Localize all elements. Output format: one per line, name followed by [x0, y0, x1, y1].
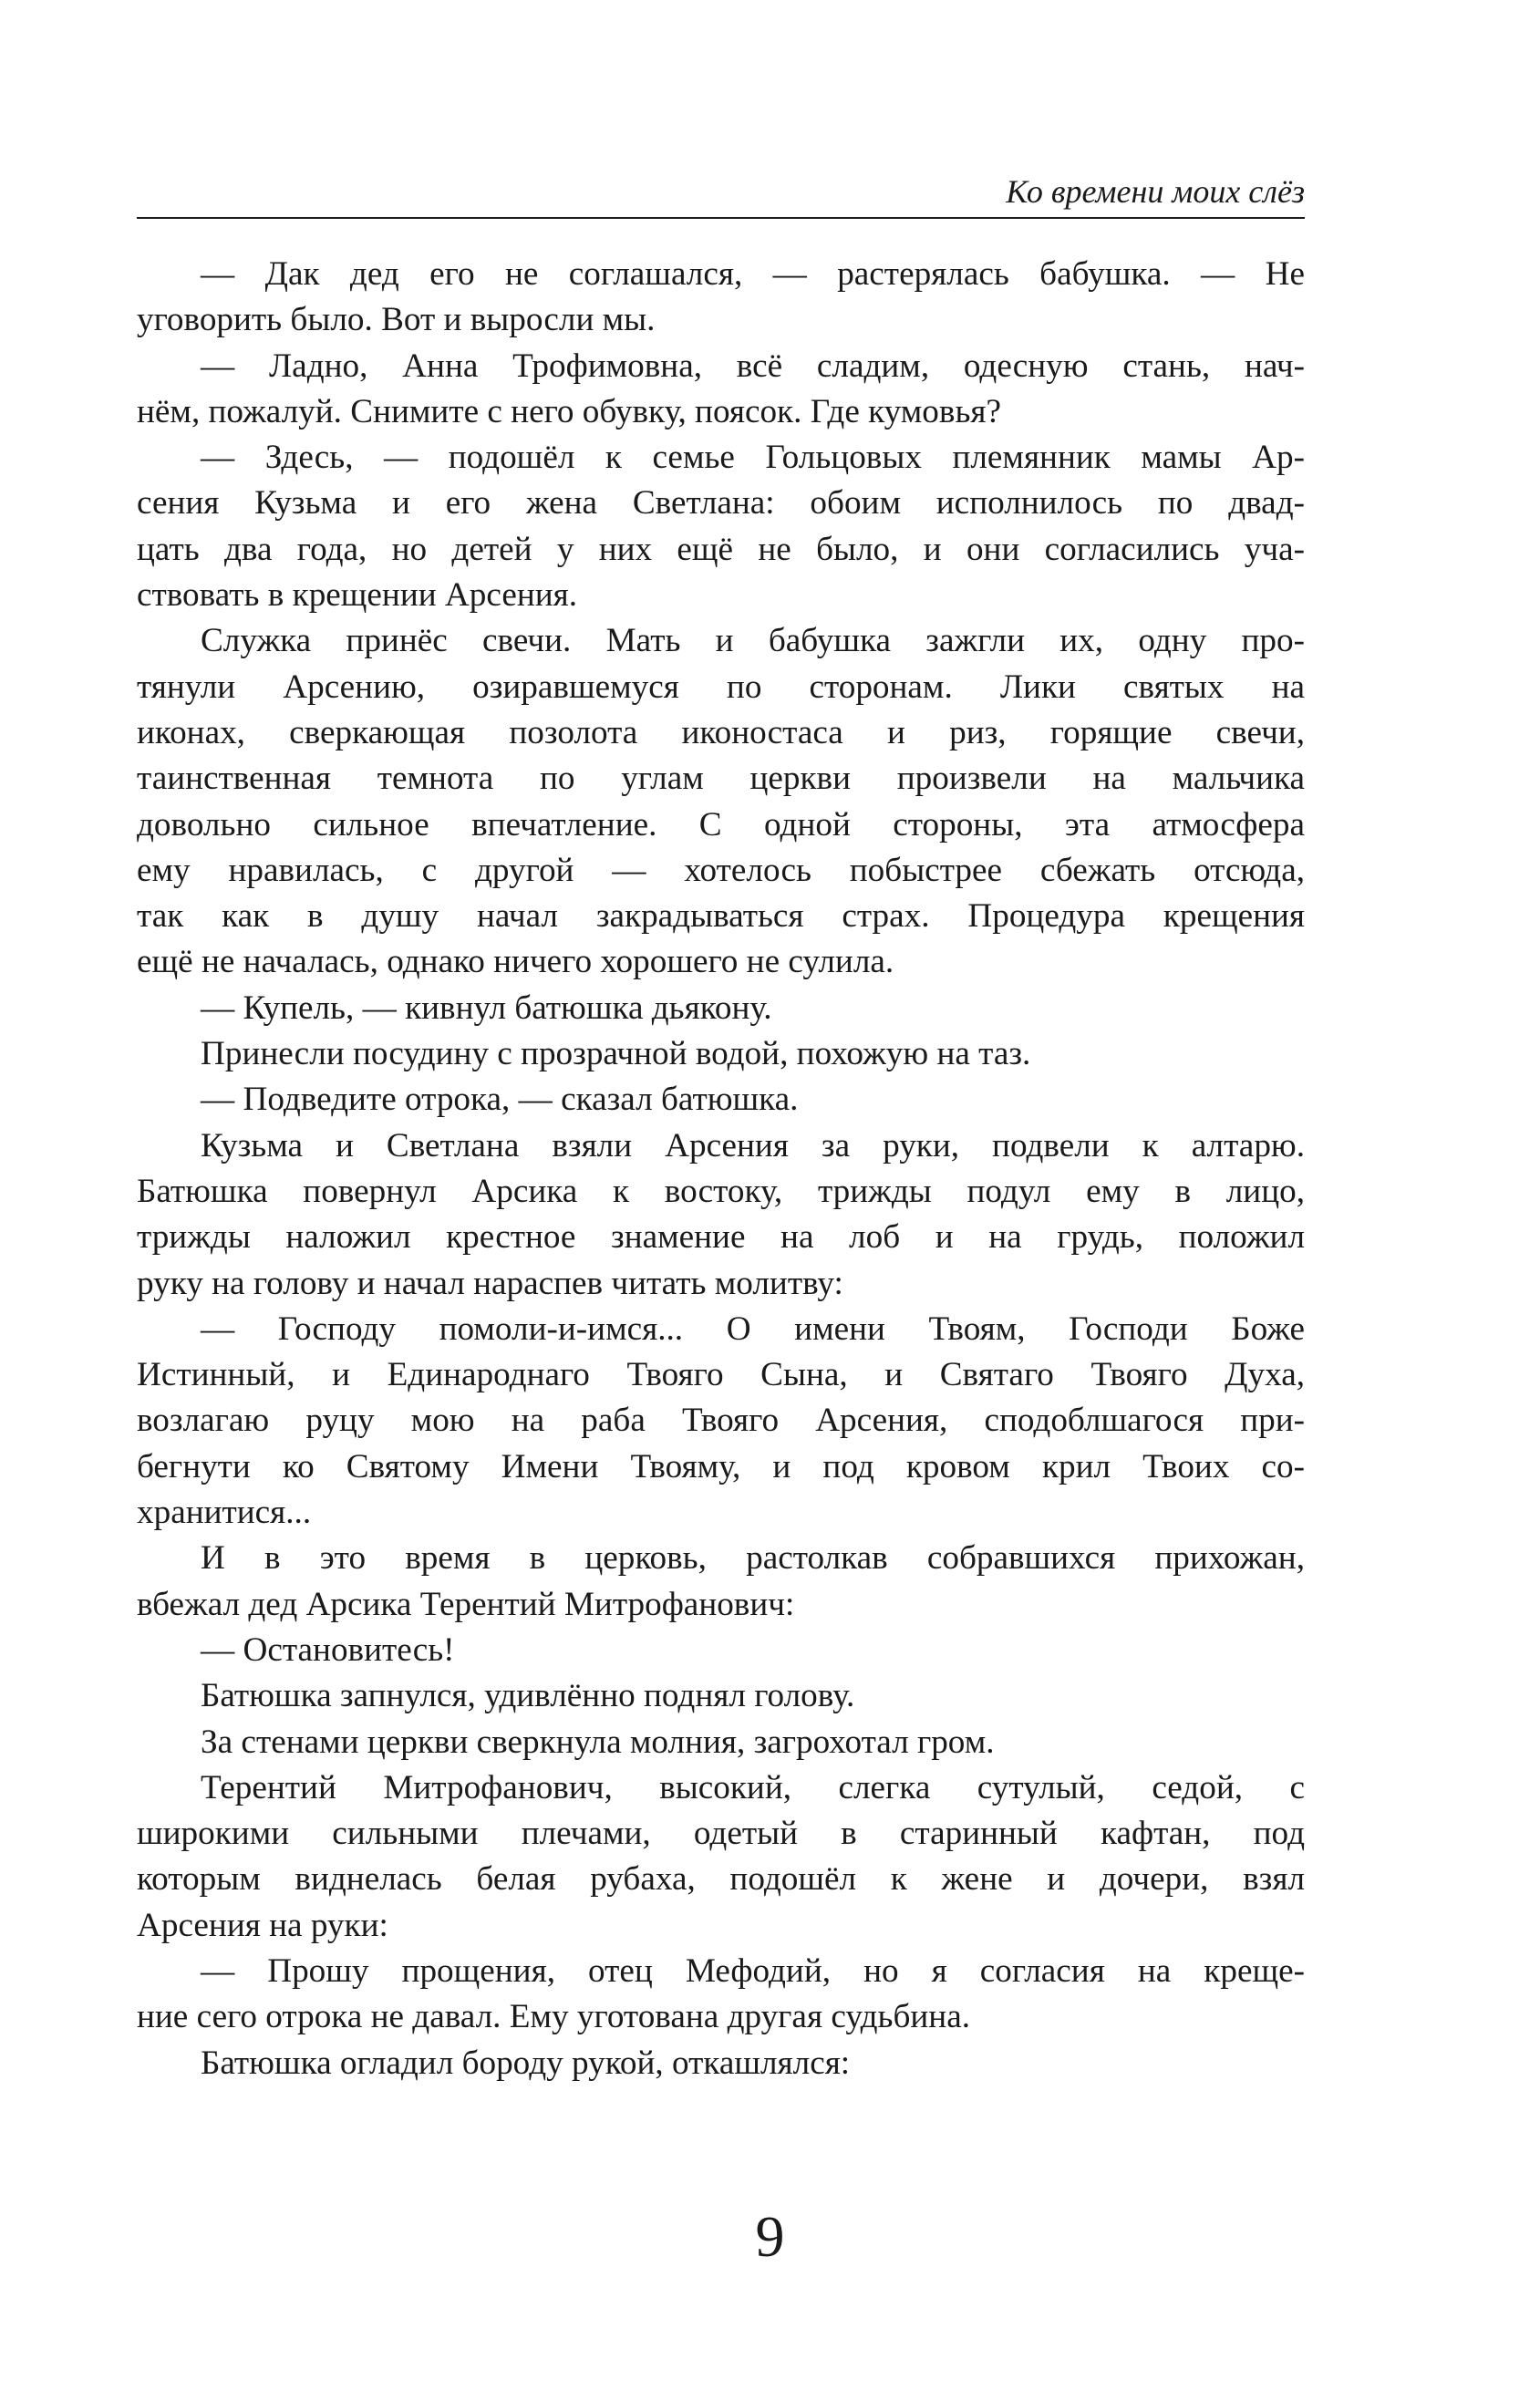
text-line: — Ладно, Анна Трофимовна, всё сладим, одесную стань, нач- [201, 347, 1305, 385]
text-line: — Подведите отрока, — сказал батюшка. [201, 1081, 799, 1119]
text-line: — Купель, — кивнул батюшка дьякону. [201, 988, 772, 1027]
text-line: возлагаю руцу мою на раба Твояго Арсения, сподоблшагося при- [137, 1402, 1305, 1440]
text-line: Служка принёс свечи. Мать и бабушка зажгли их, одну про- [201, 622, 1305, 660]
text-line: довольно сильное впечатление. С одной стороны, эта атмосфера [137, 805, 1305, 844]
text-line: Кузьма и Светлана взяли Арсения за руки, подвели к алтарю. [201, 1126, 1305, 1164]
text-line: За стенами церкви сверкнула молния, загрохотал гром. [201, 1723, 995, 1761]
text-line: — Прошу прощения, отец Мефодий, но я согласия на креще- [201, 1951, 1305, 1990]
text-line: Истинный, и Единароднаго Твояго Сына, и Святаго Твояго Духа, [137, 1356, 1305, 1394]
running-head [137, 173, 1305, 219]
text-line: хранитися... [137, 1494, 312, 1532]
text-line: И в это время в церковь, растолкав собравшихся прихожан, [201, 1539, 1305, 1578]
text-line: Терентий Митрофанович, высокий, слегка сутулый, седой, с [201, 1768, 1305, 1806]
body-text [137, 252, 1305, 2086]
text-line: ствовать в крещении Арсения. [137, 576, 578, 615]
text-line: широкими сильными плечами, одетый в старинный кафтан, под [137, 1815, 1305, 1853]
text-line: которым виднелась белая рубаха, подошёл к жене и дочери, взял [137, 1860, 1305, 1899]
text-line: таинственная темнота по углам церкви произвели на мальчика [137, 760, 1305, 798]
text-line: цать два года, но детей у них ещё не было, и они согласились уча- [137, 530, 1305, 568]
text-line: Арсения на руки: [137, 1906, 388, 1944]
text-line: трижды наложил крестное знамение на лоб и на грудь, положил [137, 1218, 1305, 1257]
text-line: Батюшка запнулся, удивлённо поднял голову. [201, 1677, 855, 1715]
text-line: вбежал дед Арсика Терентий Митрофанович: [137, 1585, 795, 1623]
text-line: уговорить было. Вот и выросли мы. [137, 301, 656, 339]
text-line: — Здесь, — подошёл к семье Гольцовых племянник мамы Ар- [201, 439, 1305, 477]
text-line: ние сего отрока не давал. Ему уготована другая судьбина. [137, 1998, 971, 2036]
page-number: 9 [755, 2204, 785, 2269]
text-line: — Господу помоли-и-имся... О имени Твоям, Господи Боже [201, 1309, 1305, 1348]
text-line: тянули Арсению, озиравшемуся по сторонам. Лики святых на [137, 668, 1305, 706]
text-line: ещё не началась, однако ничего хорошего не сулила. [137, 943, 894, 981]
text-line: Принесли посудину с прозрачной водой, похожую на таз. [201, 1035, 1031, 1073]
text-line: нём, пожалуй. Снимите с него обувку, поясок. Где кумовья? [137, 392, 1002, 430]
text-line: иконах, сверкающая позолота иконостаса и риз, горящие свечи, [137, 713, 1305, 751]
text-line: Батюшка огладил бороду рукой, откашлялся: [201, 2044, 851, 2082]
text-line: ему нравилась, с другой — хотелось побыстрее сбежать отсюда, [137, 851, 1305, 889]
text-line: так как в душу начал закрадываться страх. Процедура крещения [137, 897, 1305, 936]
running-head-title: Ко времени моих слёз [1006, 173, 1305, 210]
text-line: руку на голову и начал нараспев читать молитву: [137, 1264, 843, 1302]
text-line: Батюшка повернул Арсика к востоку, трижды подул ему в лицо, [137, 1172, 1305, 1210]
text-line: — Дак дед его не соглашался, — растерялась бабушка. — Не [201, 255, 1305, 293]
text-line: — Остановитесь! [201, 1630, 455, 1669]
text-line: бегнути ко Святому Имени Твояму, и под кровом крил Твоих со- [137, 1447, 1305, 1485]
text-line: сения Кузьма и его жена Светлана: обоим исполнилось по двад- [137, 484, 1305, 523]
